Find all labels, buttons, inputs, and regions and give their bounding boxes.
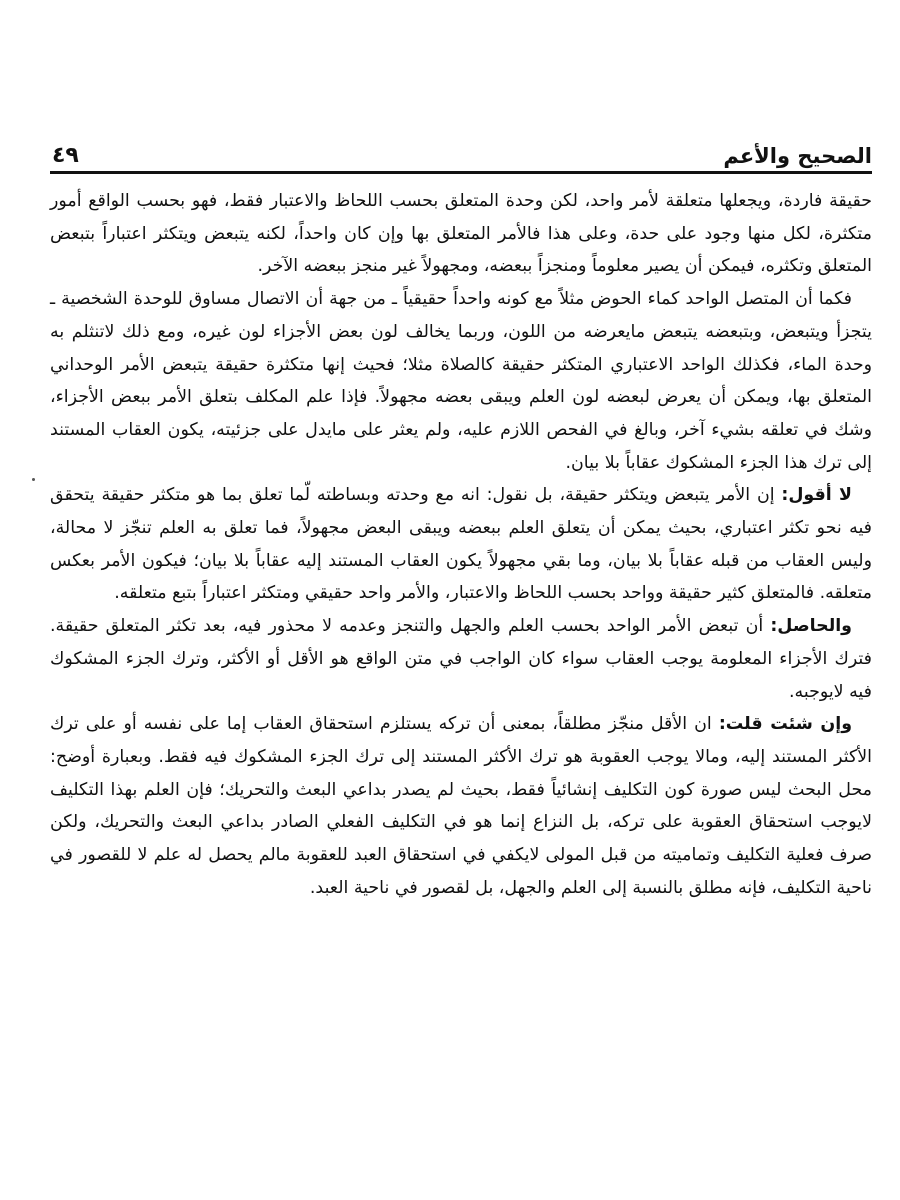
- paragraph: [50, 283, 872, 479]
- paragraph: [50, 610, 872, 708]
- running-title: الصحيح والأعم: [723, 144, 872, 168]
- page-header: [52, 136, 872, 170]
- paragraph-text: فكما أن المتصل الواحد كماء الحوض مثلاً مع كونه واحداً حقيقياً ـ من جهة أن الاتصال مساوق للوحدة الشخصية ـ يتجزأ ويتبعض، وبتبعضه يتبعض مايعرضه من اللون، وربما يخالف لون بعض الأجزاء لون غيره، ومع ذلك لاتنثلم به وحدة الماء، فكذلك الواحد الاعتباري المتكثر حقيقة كالصلاة مثلا؛ فحيث إنها متكثرة حقيقة يتبعض الأمر الوحداني المتعلق بها، ويمكن أن يعرض لبعضه لون العلم ويبقى بعضه مجهولاً. فإذا علم المكلف بتعلق الأمر ببعض الأجزاء، وشك في تعلقه بشيء آخر، وبالغ في الفحص اللازم عليه، ولم يعثر على مايدل على جزئيته، يكون العقاب المستند إلى ترك هذا الجزء المشكوك عقاباً بلا بيان.: [50, 289, 872, 473]
- paragraph-lead: لا أقول:: [781, 485, 852, 506]
- paragraph-text: حقيقة فاردة، ويجعلها متعلقة لأمر واحد، لكن وحدة المتعلق بحسب اللحاظ والاعتبار فقط، فهو بحسب الواقع أمور متكثرة، لكل منها وجود على حدة، وعلى هذا فالأمر المتعلق بها وإن كان واحداً، لكنه يتبعض ويتكثر اعتباراً بتبعض المتعلق وتكثره، فيمكن أن يصير معلوماً ومنجزاً ببعضه، ومجهولاً غير منجز ببعضه الآخر.: [50, 191, 872, 277]
- paragraph: [50, 479, 872, 610]
- paragraph: [50, 185, 872, 283]
- header-rule: [50, 171, 872, 174]
- page-number: ٤٩: [52, 143, 79, 168]
- paragraph-text: ان الأقل منجّز مطلقاً، بمعنى أن تركه يستلزم استحقاق العقاب إما على نفسه أو على ترك الأكثر المستند إليه، ومالا يوجب العقوبة هو ترك الأكثر المستند إلى ترك الجزء المشكوك فيه فقط. وبعبارة أوضح: محل البحث ليس صورة كون التكليف إنشائياً فقط، بحيث لم يصدر بداعي البعث والتحريك؛ فإن العلم بهذا التكليف لايوجب استحقاق العقوبة على تركه، بل النزاع إنما هو في التكليف الفعلي الصادر بداعي البعث والتحريك، ولكن صرف فعلية التكليف وتماميته من قبل المولى لايكفي في استحقاق العبد للعقوبة مالم يحصل له علم لا للقصور في ناحية التكليف، فإنه مطلق بالنسبة إلى العلم والجهل، بل لقصور في ناحية العبد.: [50, 714, 872, 898]
- paragraph-text: أن تبعض الأمر الواحد بحسب العلم والجهل والتنجز وعدمه لا محذور فيه، بعد تكثر المتعلق حقيقة. فترك الأجزاء المعلومة يوجب العقاب سواء كان الواجب في متن الواقع هو الأقل أو الأكثر، وترك الجزء المشكوك فيه لايوجبه.: [50, 616, 872, 702]
- margin-speck: [32, 478, 35, 481]
- paragraph: [50, 708, 872, 904]
- paragraph-text: إن الأمر يتبعض ويتكثر حقيقة، بل نقول: انه مع وحدته وبساطته لّما تعلق بما هو متكثر حقيقة يتحقق فيه نحو تكثر اعتباري، بحيث يمكن أن يتعلق العلم ببعضه ويبقى البعض مجهولاً، فما تعلق به العلم تنجّز لا محالة، وليس العقاب من قبله عقاباً بلا بيان، وما بقي مجهولاً يكون العقاب المستند إليه عقاباً بلا بيان؛ فيكون الأمر بعكس متعلقه. فالمتعلق كثير حقيقة وواحد بحسب اللحاظ والاعتبار، والأمر واحد حقيقي ومتكثر اعتباراً بتبع متعلقه.: [50, 485, 872, 604]
- paragraph-lead: والحاصل:: [770, 616, 852, 637]
- main-text: [50, 185, 872, 904]
- paragraph-lead: وإن شئت قلت:: [718, 714, 853, 735]
